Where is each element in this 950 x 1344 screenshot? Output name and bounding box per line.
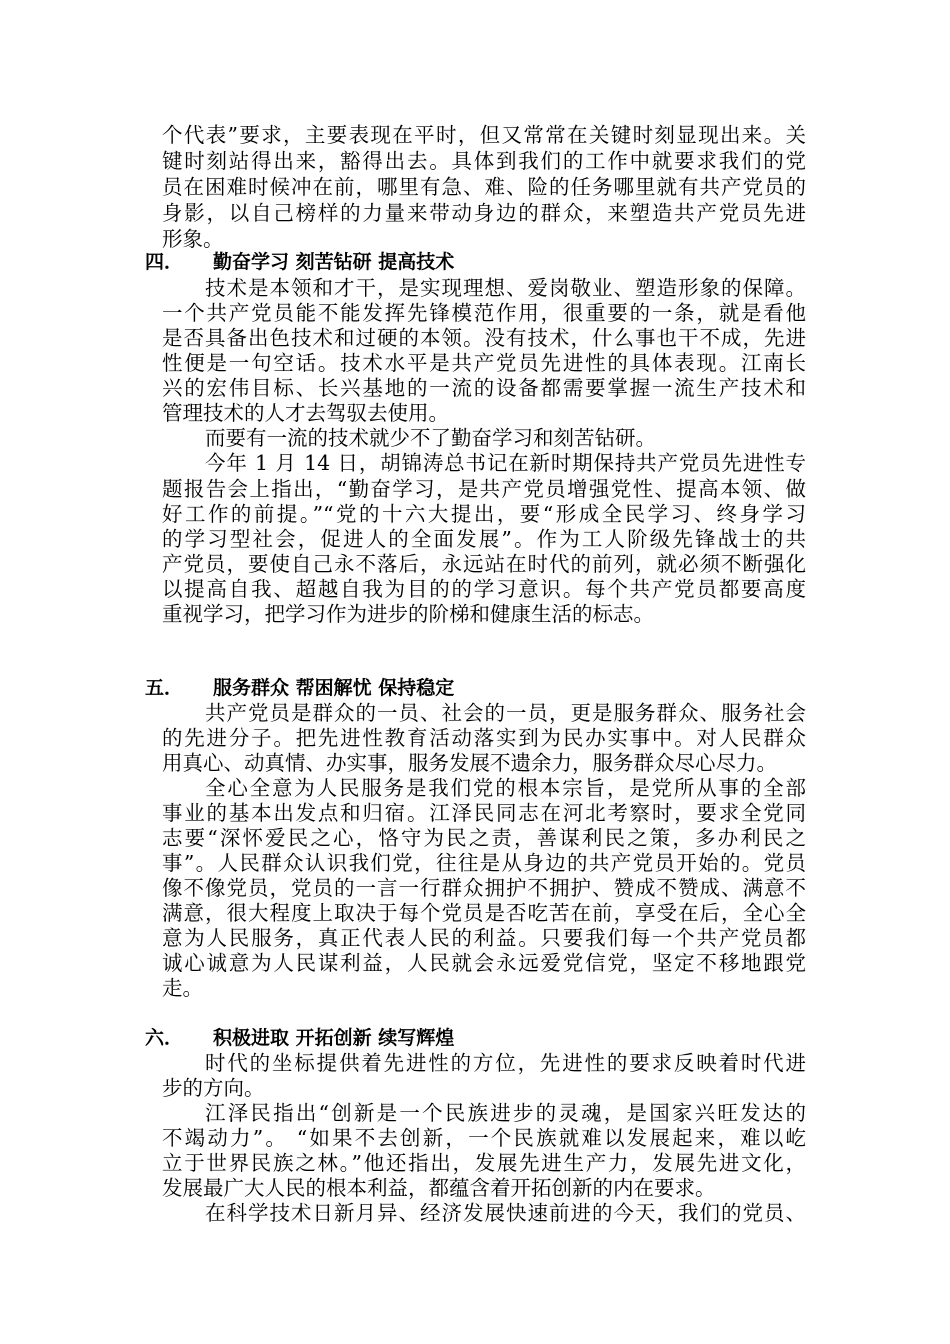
text-line: 江泽民指出“创新是一个民族进步的灵魂，是国家兴旺发达的	[205, 1101, 806, 1125]
text-line: 键时刻站得出来，豁得出去。具体到我们的工作中就要求我们的党	[162, 149, 806, 173]
text-line: 走。	[162, 976, 203, 1000]
text-line: 发展最广大人民的根本利益，都蕴含着开拓创新的内在要求。	[162, 1176, 716, 1200]
section-number: 四．	[145, 251, 184, 273]
text-line: 诚心诚意为人民谋利益，人民就会永远爱党信党，坚定不移地跟党	[162, 951, 806, 975]
text-line: 身影，以自己榜样的力量来带动身边的群众，来塑造共产党员先进	[162, 201, 806, 225]
text-line: 用真心、动真情、办实事，服务发展不遗余力，服务群众尽心尽力。	[162, 751, 777, 775]
text-line: 题报告会上指出，“勤奋学习，是共产党员增强党性、提高本领、做	[162, 477, 806, 501]
text-line: 步的方向。	[162, 1076, 265, 1100]
text-line: 立于世界民族之林。”他还指出，发展先进生产力，发展先进文化，	[162, 1151, 806, 1175]
text-line: 以提高自我、超越自我为目的的学习意识。每个共产党员都要高度	[162, 577, 806, 601]
text-line: 是否具备出色技术和过硬的本领。没有技术，什么事也干不成，先进	[162, 326, 806, 350]
section-title: 服务群众 帮困解忧 保持稳定	[213, 677, 455, 699]
text-line: 技术是本领和才干，是实现理想、爱岗敬业、塑造形象的保障。	[205, 276, 806, 300]
text-line: 形象。	[162, 227, 224, 251]
text-line: 事”。人民群众认识我们党，往往是从身边的共产党员开始的。党员	[162, 851, 806, 875]
text-line: 共产党员是群众的一员、社会的一员，更是服务群众、服务社会	[205, 701, 806, 725]
section-title: 积极进取 开拓创新 续写辉煌	[213, 1027, 455, 1049]
section-heading-4	[145, 249, 454, 275]
text-line: 在科学技术日新月异、经济发展快速前进的今天，我们的党员、	[205, 1201, 806, 1225]
section-number: 五．	[145, 677, 184, 699]
text-line: 一个共产党员能不能发挥先锋模范作用，很重要的一条，就是看他	[162, 301, 806, 325]
text-line: 志要“深怀爱民之心，恪守为民之责，善谋利民之策，多办利民之	[162, 826, 806, 850]
text-line: 今年 1 月 14 日，胡锦涛总书记在新时期保持共产党员先进性专	[205, 451, 806, 475]
text-line: 重视学习，把学习作为进步的阶梯和健康生活的标志。	[162, 602, 654, 626]
text-line: 的先进分子。把先进性教育活动落实到为民办实事中。对人民群众	[162, 726, 806, 750]
text-line: 时代的坐标提供着先进性的方位，先进性的要求反映着时代进	[205, 1051, 806, 1075]
text-line: 性便是一句空话。技术水平是共产党员先进性的具体表现。江南长	[162, 351, 806, 375]
text-line: 全心全意为人民服务是我们党的根本宗旨，是党所从事的全部	[205, 776, 806, 800]
text-line: 像不像党员，党员的一言一行群众拥护不拥护、赞成不赞成、满意不	[162, 876, 806, 900]
text-line: 的学习型社会，促进人的全面发展”。作为工人阶级先锋战士的共	[162, 527, 806, 551]
text-line: 满意，很大程度上取决于每个党员是否吃苦在前，享受在后，全心全	[162, 901, 806, 925]
text-line: 管理技术的人才去驾驭去使用。	[162, 401, 449, 425]
section-heading-6	[145, 1025, 454, 1051]
text-line: 产党员，要使自己永不落后，永远站在时代的前列，就必须不断强化	[162, 552, 806, 576]
text-line: 好工作的前提。”“党的十六大提出，要“形成全民学习、终身学习	[162, 502, 806, 526]
section-title: 勤奋学习 刻苦钻研 提高技术	[213, 251, 455, 273]
text-line: 个代表”要求，主要表现在平时，但又常常在关键时刻显现出来。关	[162, 123, 806, 147]
section-heading-5	[145, 675, 454, 701]
text-line: 而要有一流的技术就少不了勤奋学习和刻苦钻研。	[205, 426, 656, 450]
text-line: 意为人民服务，真正代表人民的利益。只要我们每一个共产党员都	[162, 926, 806, 950]
text-line: 员在困难时候冲在前，哪里有急、难、险的任务哪里就有共产党员的	[162, 175, 806, 199]
text-line: 不竭动力”。 “如果不去创新，一个民族就难以发展起来，难以屹	[162, 1126, 806, 1150]
text-line: 事业的基本出发点和归宿。江泽民同志在河北考察时，要求全党同	[162, 801, 806, 825]
section-number: 六．	[145, 1027, 184, 1049]
text-line: 兴的宏伟目标、长兴基地的一流的设备都需要掌握一流生产技术和	[162, 376, 806, 400]
